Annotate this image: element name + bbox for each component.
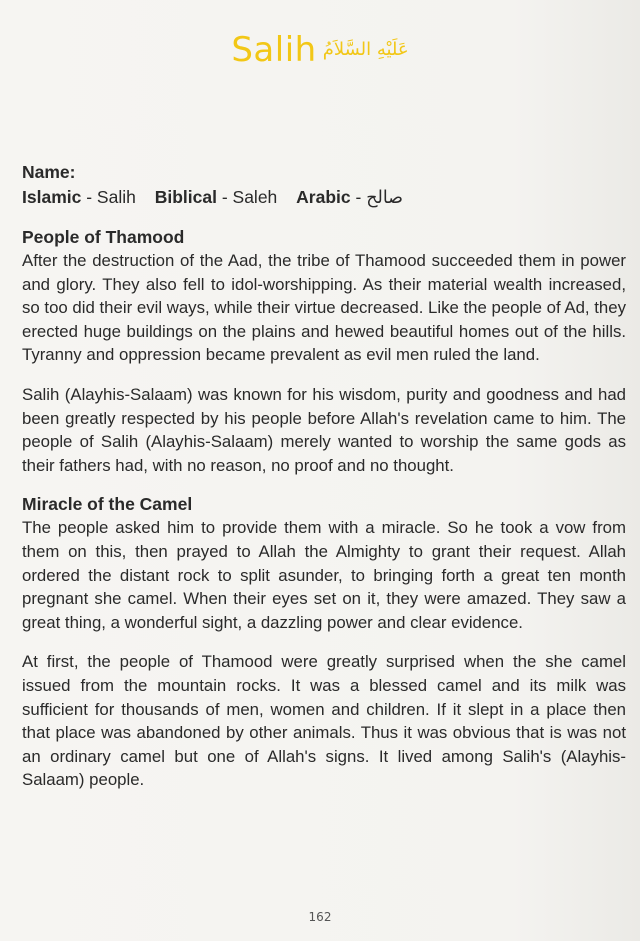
arabic-value: صالح — [366, 187, 404, 207]
paragraph-thamood-2: Salih (Alayhis-Salaam) was known for his wisdom, purity and goodness and had been greatly respected by his people before Allah's revelation came to him. The people of Salih (Alayhis-Salaam) merely wanted to worship the same gods as their fathers had, with no reason, no proof and no thought. — [22, 384, 626, 475]
islamic-label: Islamic — [22, 187, 82, 207]
arabic-separator: - — [350, 187, 367, 207]
paragraph-thamood-1: After the destruction of the Aad, the tribe of Thamood succeeded them in power and glory. They also fell to idol-worshipping. As their material wealth increased, so too did their evil ways, while their virtue decreased. Like the people of Ad, they erected huge buildings on the plains and hewed beautiful homes out of the hills. Tyranny and oppression became prevalent as evil men ruled the land. — [22, 251, 626, 365]
section-heading-camel: Miracle of the Camel — [22, 494, 193, 515]
name-label: Name: — [22, 162, 76, 182]
paragraph-camel-1: The people asked him to provide them with a miracle. So he took a vow from them on this, then prayed to Allah the Almighty to grant their request. Allah ordered the distant rock to split asunder, to bringing forth a great ten month pregnant she camel. When their eyes set on it, they were amazed. They saw a great thing, a wonderful sight, a dazzling power and clear evidence. — [22, 518, 626, 632]
chapter-title: Salih — [231, 30, 317, 70]
name-row — [22, 184, 626, 210]
islamic-separator: - — [81, 187, 97, 207]
arabic-calligraphy: عَلَيْهِ السَّلاَمُ — [322, 39, 409, 60]
chapter-title-block — [0, 30, 640, 70]
arabic-label: Arabic — [296, 187, 351, 207]
page-content — [22, 160, 626, 808]
page-number: 162 — [308, 910, 332, 924]
biblical-separator: - — [216, 187, 233, 207]
biblical-label: Biblical — [154, 187, 217, 207]
section-heading-thamood: People of Thamood — [22, 227, 185, 247]
biblical-value: Saleh — [232, 187, 278, 207]
paragraph-camel-2: At first, the people of Thamood were greatly surprised when the she camel issued from the mountain rocks. It was a blessed camel and its milk was sufficient for thousands of men, women and children. If it slept in a place then that place was abandoned by other animals. Thus it was obvious that is was not an ordinary camel but one of Allah's signs. It lived among Salih's (Alayhis-Salaam) people. — [22, 652, 626, 790]
islamic-value: Salih — [96, 187, 136, 207]
